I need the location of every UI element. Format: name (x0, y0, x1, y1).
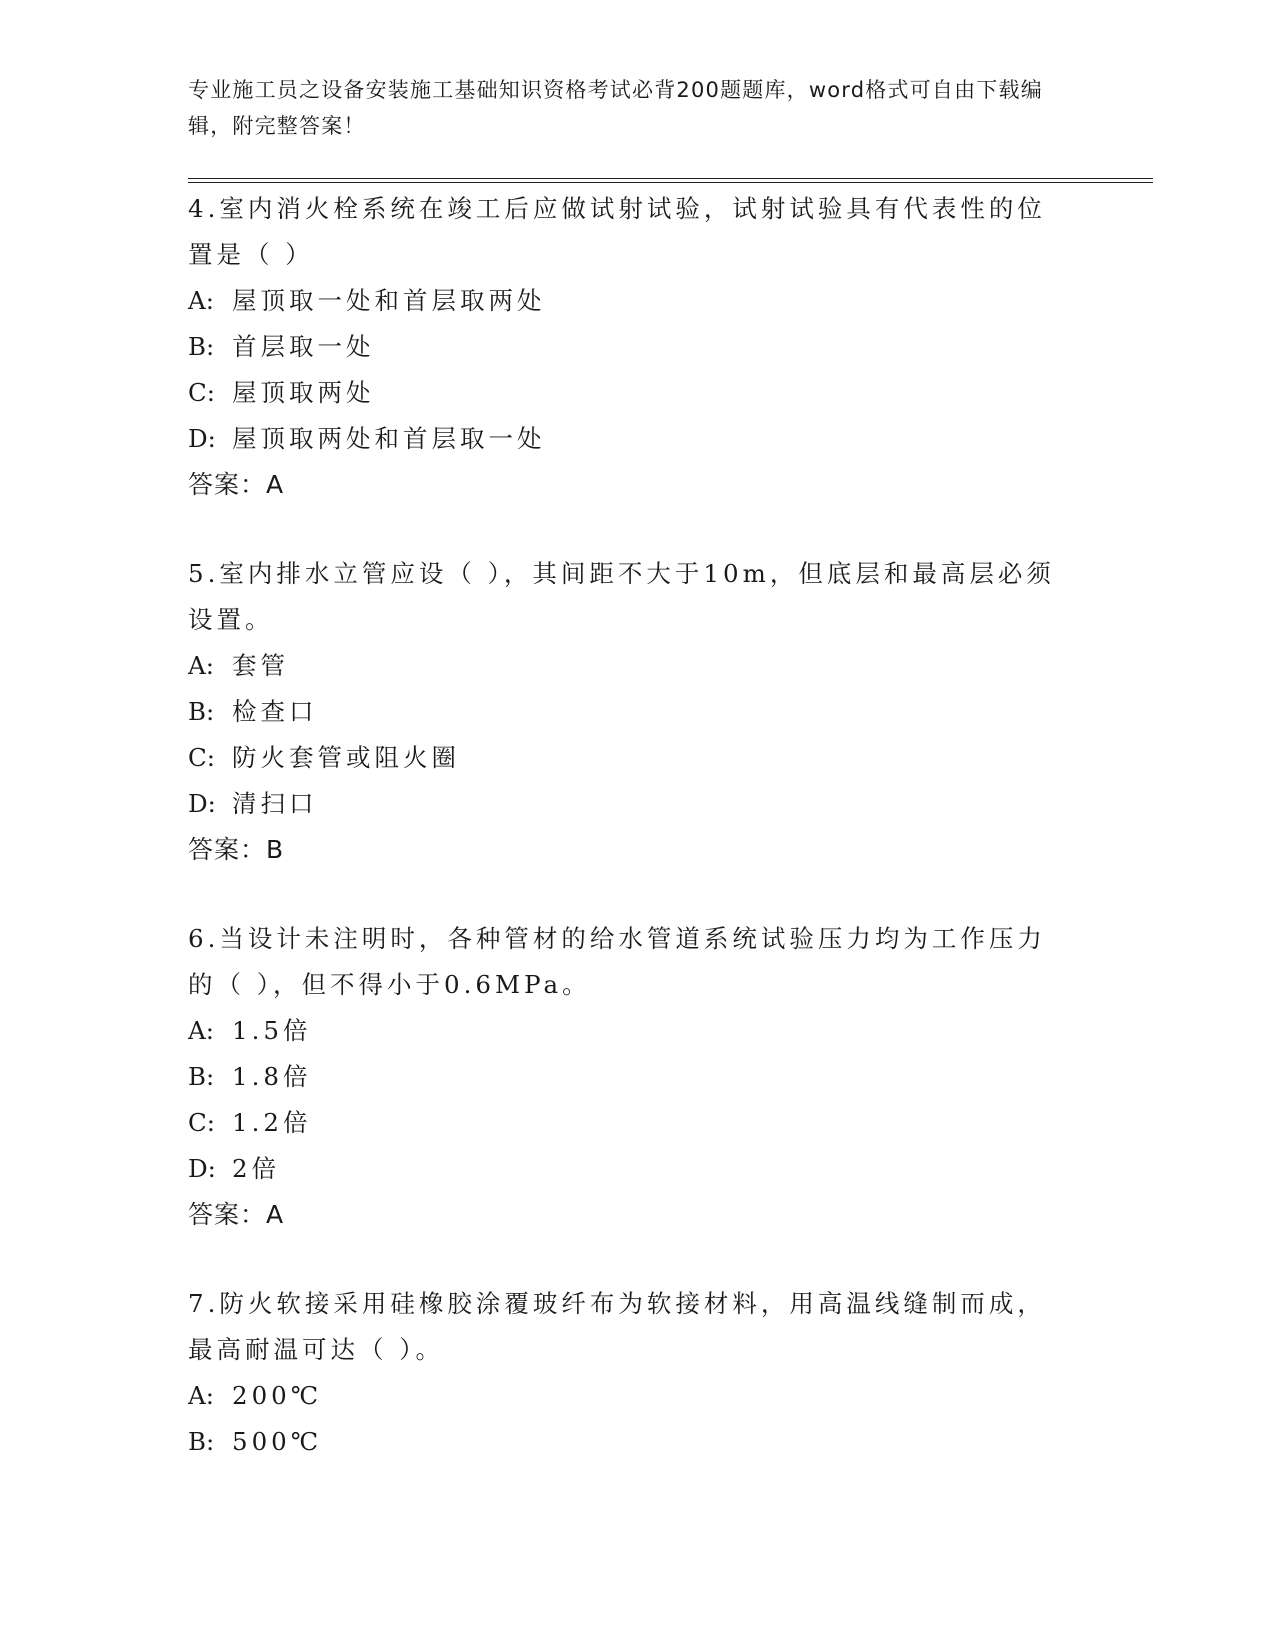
answer-line: 答案：A (188, 470, 285, 499)
question-text: 7.防火软接采用硅橡胶涂覆玻纤布为软接材料，用高温线缝制而成，最高耐温可达（ ）。 (188, 1289, 1046, 1364)
question-7 (188, 1281, 1068, 1465)
option-text: 首层取一处 (232, 332, 375, 361)
option-key: C: (188, 1108, 216, 1137)
option-a (188, 643, 1068, 689)
option-key: D: (188, 424, 216, 453)
option-key: B: (188, 332, 215, 361)
option-d (188, 416, 1068, 462)
option-key: A: (188, 651, 214, 680)
option-c (188, 1100, 1068, 1146)
option-text: 检查口 (232, 697, 318, 726)
option-text: 1.5倍 (232, 1016, 312, 1045)
option-key: D: (188, 1154, 216, 1183)
answer-line: 答案：B (188, 835, 285, 864)
question-text: 5.室内排水立管应设（ ），其间距不大于10m，但底层和最高层必须设置。 (188, 559, 1055, 634)
option-key: A: (188, 1381, 214, 1410)
option-key: B: (188, 1427, 215, 1456)
option-key: C: (188, 378, 216, 407)
option-text: 1.8倍 (232, 1062, 312, 1091)
option-text: 2倍 (232, 1154, 281, 1183)
option-key: D: (188, 789, 216, 818)
option-text: 屋顶取两处 (232, 378, 375, 407)
option-b (188, 1419, 1068, 1465)
option-d (188, 781, 1068, 827)
option-key: B: (188, 1062, 215, 1091)
option-text: 200℃ (232, 1381, 323, 1410)
option-a (188, 278, 1068, 324)
option-b (188, 1054, 1068, 1100)
header-divider-top (188, 178, 1153, 179)
option-text: 清扫口 (232, 789, 318, 818)
option-b (188, 689, 1068, 735)
option-a (188, 1008, 1068, 1054)
option-c (188, 735, 1068, 781)
option-key: A: (188, 286, 214, 315)
option-key: B: (188, 697, 215, 726)
option-text: 套管 (232, 651, 289, 680)
option-text: 屋顶取一处和首层取两处 (232, 286, 546, 315)
option-key: C: (188, 743, 216, 772)
option-text: 1.2倍 (232, 1108, 312, 1137)
option-text: 屋顶取两处和首层取一处 (232, 424, 546, 453)
question-text: 6.当设计未注明时，各种管材的给水管道系统试验压力均为工作压力的（ ），但不得小于0.6MPa。 (188, 924, 1046, 999)
question-6 (188, 916, 1068, 1238)
option-c (188, 370, 1068, 416)
option-key: A: (188, 1016, 214, 1045)
option-text: 防火套管或阻火圈 (232, 743, 460, 772)
header-divider-bottom (188, 182, 1153, 183)
question-4 (188, 186, 1068, 508)
option-a (188, 1373, 1068, 1419)
question-text: 4.室内消火栓系统在竣工后应做试射试验，试射试验具有代表性的位置是（ ） (188, 194, 1046, 269)
question-5 (188, 551, 1068, 873)
option-text: 500℃ (232, 1427, 323, 1456)
answer-line: 答案：A (188, 1200, 285, 1229)
option-d (188, 1146, 1068, 1192)
option-b (188, 324, 1068, 370)
document-header: 专业施工员之设备安装施工基础知识资格考试必背200题题库，word格式可自由下载编辑，附完整答案！ (188, 78, 1043, 138)
